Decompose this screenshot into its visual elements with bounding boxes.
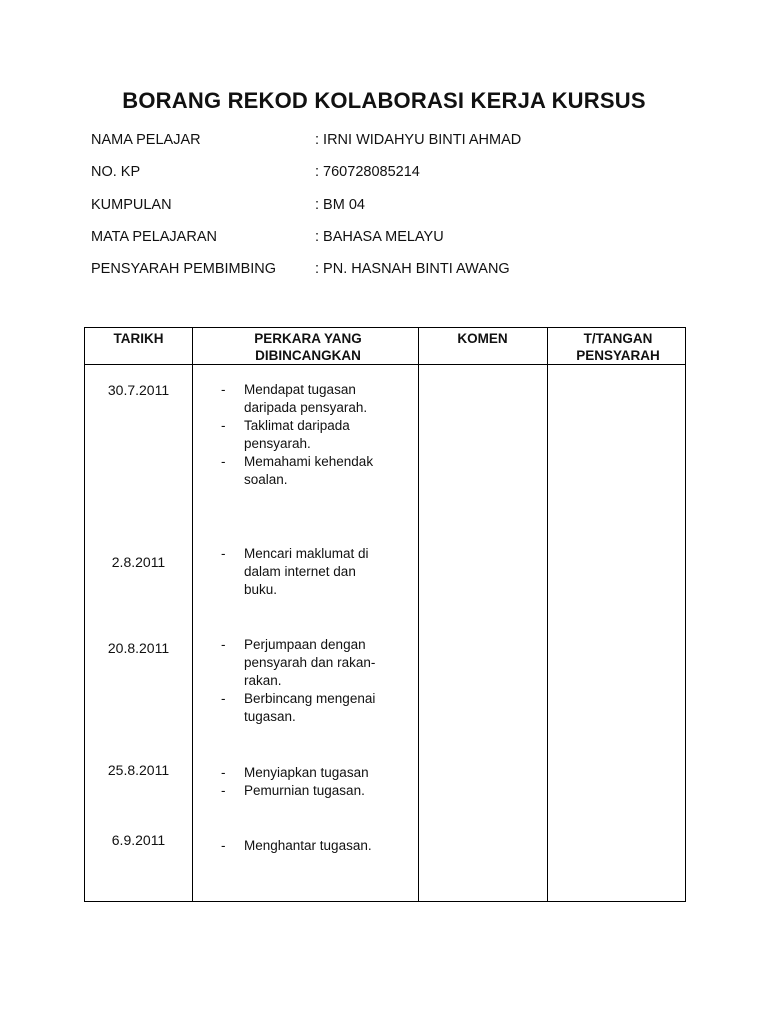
bullet-dash: - (221, 783, 226, 798)
discussion-text: Pemurnian tugasan. (244, 783, 365, 798)
info-value: : IRNI WIDAHYU BINTI AHMAD (315, 132, 522, 148)
column-divider (547, 328, 548, 901)
row-date: 2.8.2011 (111, 554, 166, 570)
info-label: NAMA PELAJAR (91, 132, 201, 148)
discussion-text: Mencari maklumat di dalam internet dan buku. (244, 546, 369, 597)
column-divider (192, 328, 193, 901)
info-label: KUMPULAN (91, 197, 172, 213)
info-label: PENSYARAH PEMBIMBING (91, 261, 277, 277)
bullet-dash: - (221, 637, 226, 652)
discussion-item (211, 381, 391, 417)
bullet-dash: - (221, 546, 226, 561)
info-value: : PN. HASNAH BINTI AWANG (315, 261, 510, 277)
bullet-dash: - (221, 765, 226, 780)
bullet-dash: - (221, 454, 226, 469)
discussion-list (211, 545, 391, 599)
discussion-item (211, 417, 391, 453)
discussion-item (211, 453, 391, 489)
discussion-list (211, 837, 391, 855)
header-date: TARIKH (113, 331, 164, 346)
row-date: 25.8.2011 (107, 762, 170, 778)
discussion-item (211, 545, 391, 599)
row-date: 20.8.2011 (107, 640, 170, 656)
discussion-text: Perjumpaan dengan pensyarah dan rakan-rakan. (244, 637, 376, 688)
column-divider (418, 328, 419, 901)
info-value: : BM 04 (315, 197, 365, 213)
info-value: : 760728085214 (315, 164, 420, 180)
collaboration-record-table (84, 327, 686, 902)
bullet-dash: - (221, 382, 226, 397)
header-comment: KOMEN (457, 331, 508, 346)
bullet-dash: - (221, 691, 226, 706)
discussion-text: Mendapat tugasan daripada pensyarah. (244, 382, 368, 415)
discussion-text: Taklimat daripada pensyarah. (244, 418, 350, 451)
discussion-list (211, 764, 391, 800)
discussion-text: Berbincang mengenai tugasan. (244, 691, 376, 724)
info-label: MATA PELAJARAN (91, 229, 217, 245)
bullet-dash: - (221, 418, 226, 433)
info-value: : BAHASA MELAYU (315, 229, 444, 245)
info-label: NO. KP (91, 164, 141, 180)
header-divider (85, 364, 685, 365)
header-signature: T/TANGAN PENSYARAH (576, 331, 660, 363)
discussion-text: Menghantar tugasan. (244, 838, 372, 853)
discussion-item (211, 837, 391, 855)
form-title: BORANG REKOD KOLABORASI KERJA KURSUS (122, 88, 646, 113)
header-discussion: PERKARA YANG DIBINCANGKAN (254, 331, 362, 363)
row-date: 30.7.2011 (107, 382, 170, 398)
discussion-text: Memahami kehendak soalan. (244, 454, 374, 487)
discussion-item (211, 690, 391, 726)
bullet-dash: - (221, 838, 226, 853)
discussion-item (211, 764, 391, 782)
discussion-list (211, 381, 391, 489)
row-date: 6.9.2011 (111, 832, 166, 848)
discussion-item (211, 636, 391, 690)
discussion-item (211, 782, 391, 800)
discussion-text: Menyiapkan tugasan (244, 765, 369, 780)
discussion-list (211, 636, 391, 726)
